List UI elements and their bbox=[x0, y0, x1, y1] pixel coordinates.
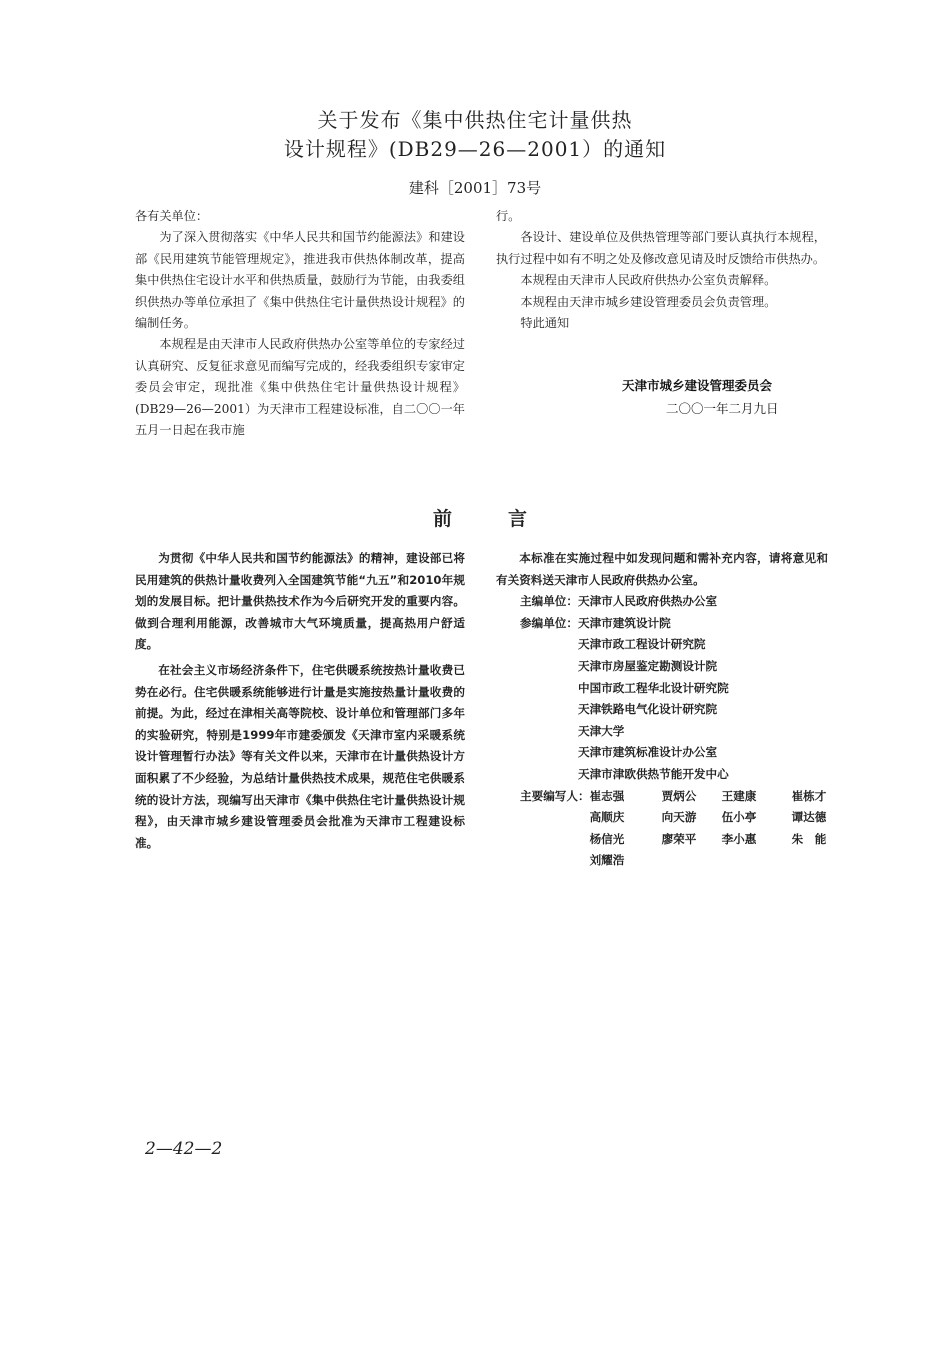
participating-unit: 天津市政工程设计研究院 bbox=[577, 637, 706, 652]
notice-continuation: 行。 bbox=[496, 209, 521, 223]
notice-title-line-1: 关于发布《集中供热住宅计量供热 bbox=[317, 108, 633, 132]
participating-unit: 天津大学 bbox=[577, 723, 625, 738]
author-name: 崔栋才 bbox=[791, 788, 827, 803]
participating-units-row bbox=[496, 613, 828, 786]
salutation: 各有关单位： bbox=[135, 209, 209, 223]
author-name: 伍小亭 bbox=[721, 810, 757, 825]
preface-intro: 本标准在实施过程中如发现问题和需补充内容，请将意见和有关资料送天津市人民政府供热办公室。 bbox=[496, 551, 828, 587]
participating-unit: 天津市建筑设计院 bbox=[577, 615, 671, 630]
author-name: 向天游 bbox=[661, 810, 697, 825]
preface-title-right: 言 bbox=[508, 508, 528, 530]
preface-left-column bbox=[135, 548, 465, 854]
author-name: 贾炳公 bbox=[661, 788, 697, 803]
participating-units-list bbox=[578, 613, 729, 786]
notice-closing: 特此通知 bbox=[520, 316, 570, 331]
author-name: 朱 能 bbox=[791, 831, 827, 846]
notice-title-line-2: 设计规程》(DB29—26—2001）的通知 bbox=[283, 137, 667, 161]
signature-organization: 天津市城乡建设管理委员会 bbox=[622, 378, 773, 393]
author-name: 王建康 bbox=[721, 788, 757, 803]
participating-unit: 天津市房屋鉴定勘测设计院 bbox=[577, 658, 718, 673]
author-name: 谭达德 bbox=[791, 810, 827, 825]
participating-unit: 天津市建筑标准设计办公室 bbox=[577, 745, 718, 760]
notice-paragraph: 本规程由天津市人民政府供热办公室负责解释。 bbox=[520, 273, 777, 288]
document-number: 建科［2001］73号 bbox=[408, 179, 542, 197]
notice-paragraph: 本规程是由天津市人民政府供热办公室等单位的专家经过认真研究、反复征求意见而编写完成的，经我委组织专家审定委员会审定，现批准《集中供热住宅计量供热设计规程》(DB29—26—2001）为天津市工程建设标准，自二〇〇一年五月一日起在我市施 bbox=[135, 337, 465, 438]
chief-unit-row bbox=[496, 591, 828, 613]
authors-label: 主要编写人： bbox=[520, 788, 590, 803]
chief-unit-label: 主编单位： bbox=[520, 594, 578, 609]
notice-left-column bbox=[135, 206, 465, 441]
authors-list bbox=[590, 786, 842, 872]
page-number: 2—42—2 bbox=[145, 1139, 223, 1159]
author-name: 高顺庆 bbox=[589, 810, 625, 825]
author-name: 崔志强 bbox=[589, 788, 625, 803]
notice-paragraph: 各设计、建设单位及供热管理等部门要认真执行本规程，执行过程中如有不明之处及修改意见请及时反馈给市供热办。 bbox=[496, 230, 826, 266]
preface-paragraph: 为贯彻《中华人民共和国节约能源法》的精神，建设部已将民用建筑的供热计量收费列入全国建筑节能“九五”和2010年规划的发展目标。把计量供热技术作为今后研究开发的重要内容。做到合理利用能源，改善城市大气环境质量，提高热用户舒适度。 bbox=[135, 551, 465, 652]
participating-unit: 天津市津欧供热节能开发中心 bbox=[577, 766, 729, 781]
notice-paragraph: 本规程由天津市城乡建设管理委员会负责管理。 bbox=[520, 294, 777, 309]
participating-units-label: 参编单位： bbox=[520, 615, 578, 630]
chief-unit: 天津市人民政府供热办公室 bbox=[577, 594, 718, 609]
preface-right-column bbox=[496, 548, 828, 872]
author-name: 李小惠 bbox=[721, 831, 757, 846]
preface-title-left: 前 bbox=[433, 508, 453, 530]
authors-row bbox=[496, 786, 828, 872]
author-name: 刘耀浩 bbox=[589, 853, 625, 868]
author-name: 廖荣平 bbox=[661, 831, 697, 846]
notice-paragraph: 为了深入贯彻落实《中华人民共和国节约能源法》和建设部《民用建筑节能管理规定》，推进我市供热体制改革，提高集中供热住宅设计水平和供热质量，鼓励行为节能，由我委组织供热办等单位承担了《集中供热住宅计量供热设计规程》的编制任务。 bbox=[135, 230, 465, 331]
participating-unit: 中国市政工程华北设计研究院 bbox=[577, 680, 729, 695]
participating-unit: 天津铁路电气化设计研究院 bbox=[577, 702, 718, 717]
signature-date: 二〇〇一年二月九日 bbox=[666, 401, 779, 416]
preface-paragraph: 在社会主义市场经济条件下，住宅供暖系统按热计量收费已势在必行。住宅供暖系统能够进行计量是实施按热量计量收费的前提。为此，经过在津相关高等院校、设计单位和管理部门多年的实验研究，特别是1999年市建委颁发《天津市室内采暖系统设计管理暂行办法》等有关文件以来，天津市在计量供热设计方面积累了不少经验，为总结计量供热技术成果，规范住宅供暖系统的设计方法，现编写出天津市《集中供热住宅计量供热设计规程》，由天津市城乡建设管理委员会批准为天津市工程建设标准。 bbox=[135, 662, 465, 850]
notice-right-column bbox=[496, 206, 826, 334]
author-name: 杨信光 bbox=[589, 831, 625, 846]
